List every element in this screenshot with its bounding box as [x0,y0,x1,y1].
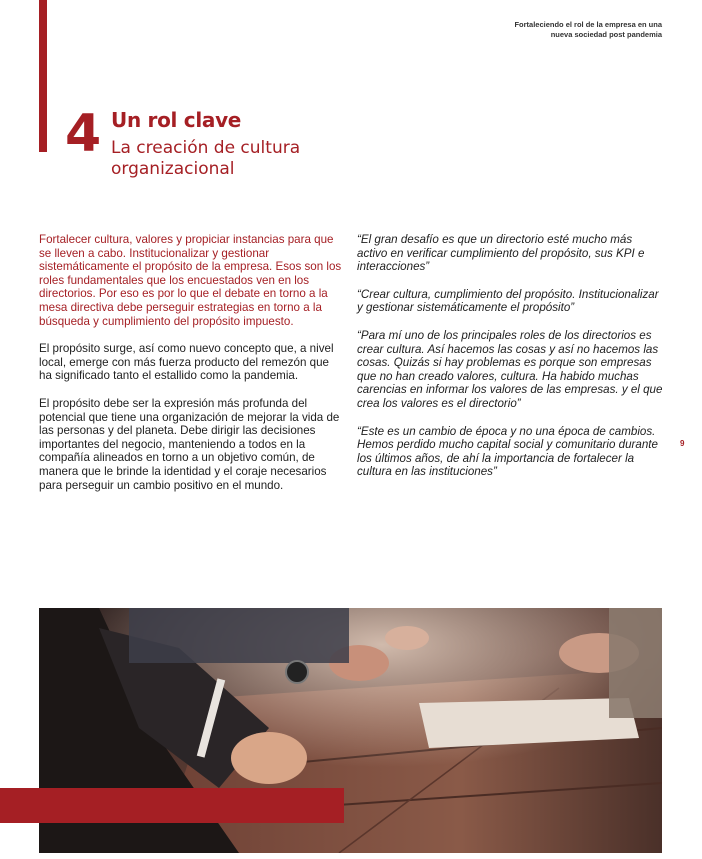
quote: “Este es un cambio de época y no una época de cambios. Hemos perdido mucho capital social y comunitario durante los últimos años, de ahí la importancia de fortalecer la cultura en las instituciones” [357,424,658,479]
lead-paragraph: Fortalecer cultura, valores y propiciar instancias para que se lleven a cabo. Institucionalizar y gestionar sistemáticamente el propósito de la empresa. Esos son los roles fundamentales que los encuestados ven en los directorios. Por eso es por lo que el debate en torno a la mesa directiva debe perseguir estrategias en torno a la búsqueda y cumplimiento del propósito impuesto. [39,233,342,328]
running-header [514,20,662,40]
running-header-line-2: nueva sociedad post pandemia [550,30,662,39]
accent-vertical-bar [39,0,47,152]
page-number: 9 [680,439,685,448]
quote: “Para mí uno de los principales roles de los directorios es crear cultura. Así hacemos las cosas y así no hacemos las cosas. Quizás si hay problemas es porque son empresas que no han creado valores, cultura. Ha habido muchas carencias en informar los valores de las empresas. y el que crea los valores es el directorio” [357,328,663,410]
chapter-title: Un rol clave [111,108,242,132]
left-column [39,233,344,506]
quote: “Crear cultura, cumplimiento del propósito. Institucionalizar y gestionar sistemáticamente el propósito” [357,287,659,315]
right-column-quotes [357,233,665,493]
body-paragraph: El propósito debe ser la expresión más profunda del potencial que tiene una organización de mejorar la vida de las personas y del planeta. Debe dirigir las decisiones importantes del negocio, manteniendo a todos en la compañía alineados en torno a un objetivo común, de manera que le brinde la identidad y el coraje necesarios para perseguir un cambio positivo en el mundo. [39,396,340,492]
accent-red-band [0,788,344,823]
chapter-number: 4 [65,104,102,164]
body-paragraph: El propósito surge, así como nuevo concepto que, a nivel local, emerge con más fuerza producto del remezón que ha significado tanto el estallido como la pandemia. [39,342,334,383]
chapter-subtitle: La creación de cultura organizacional [111,138,301,179]
running-header-line-1: Fortaleciendo el rol de la empresa en una [514,20,662,29]
quote: “El gran desafío es que un directorio esté mucho más activo en verificar cumplimiento del propósito, sus KPI e interacciones” [357,233,645,274]
